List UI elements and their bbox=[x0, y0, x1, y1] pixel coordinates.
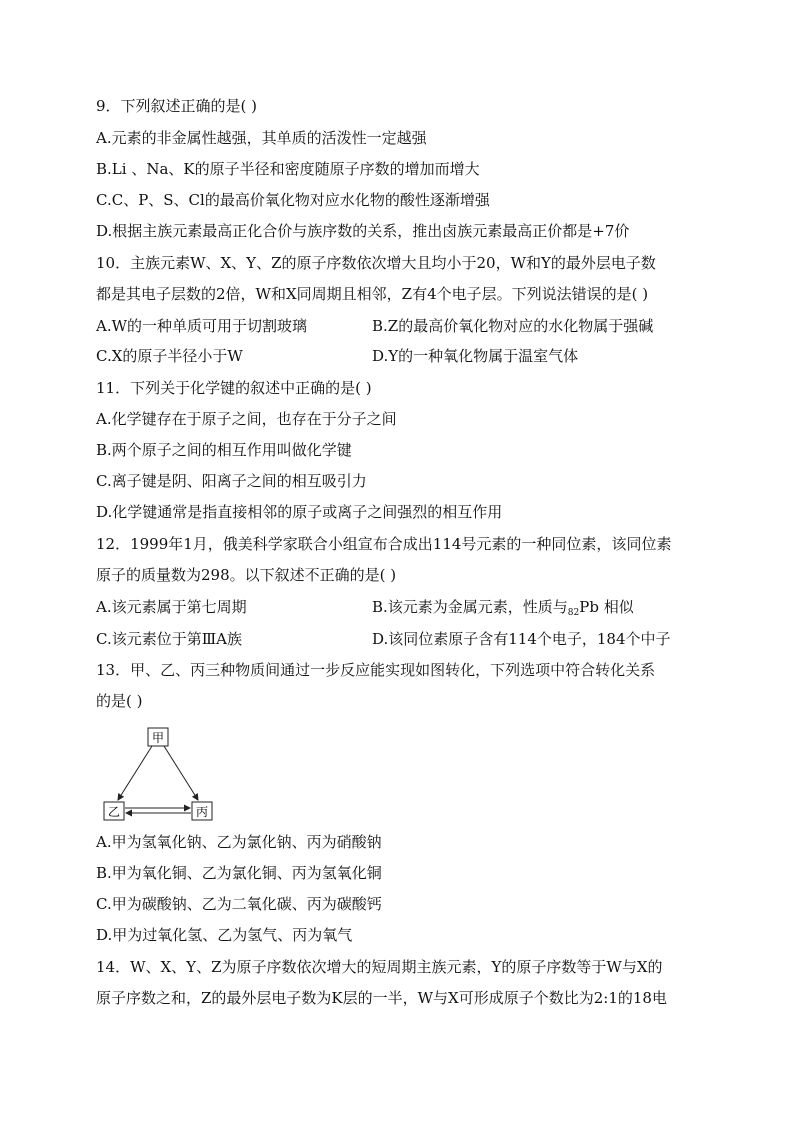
arrow-jia-to-bing bbox=[164, 746, 198, 800]
q10-option-a: A.W的一种单质可用于切割玻璃 bbox=[96, 317, 308, 335]
q12-stem-line1: 12．1999年1月，俄美科学家联合小组宣布合成出114号元素的一种同位素，该同位素 bbox=[96, 535, 672, 553]
q13-option-b: B.甲为氧化铜、乙为氯化铜、丙为氢氧化铜 bbox=[96, 864, 382, 882]
node-jia-label: 甲 bbox=[151, 731, 165, 745]
q12-stem-line2: 原子的质量数为298。以下叙述不正确的是( ) bbox=[96, 566, 397, 584]
q13-option-d: D.甲为过氧化氢、乙为氢气、丙为氧气 bbox=[96, 926, 353, 944]
q10-option-c: C.X的原子半径小于W bbox=[96, 347, 243, 365]
q12-option-b-element: Pb 相似 bbox=[579, 598, 634, 616]
q11-option-d: D.化学键通常是指直接相邻的原子或离子之间强烈的相互作用 bbox=[96, 503, 503, 521]
q9-option-d: D.根据主族元素最高正化合价与族序数的关系，推出卤族元素最高正价都是+7价 bbox=[96, 222, 630, 240]
conversion-diagram bbox=[100, 724, 220, 824]
q11-option-a: A.化学键存在于原子之间，也存在于分子之间 bbox=[96, 410, 397, 428]
node-yi-label: 乙 bbox=[107, 805, 121, 819]
q12-option-c: C.该元素位于第ⅢA族 bbox=[96, 630, 243, 648]
q12-option-b-subscript: 82 bbox=[567, 608, 580, 618]
q12-option-d: D.该同位素原子含有114个电子，184个中子 bbox=[372, 630, 671, 648]
q9-option-c: C.C、P、S、Cl的最高价氧化物对应水化物的酸性逐渐增强 bbox=[96, 191, 490, 209]
q11-option-b: B.两个原子之间的相互作用叫做化学键 bbox=[96, 441, 352, 459]
q11-stem: 11．下列关于化学键的叙述中正确的是( ) bbox=[96, 379, 372, 397]
q10-option-b: B.Z的最高价氧化物对应的水化物属于强碱 bbox=[372, 317, 654, 335]
q13-stem-line1: 13．甲、乙、丙三种物质间通过一步反应能实现如图转化，下列选项中符合转化关系 bbox=[96, 661, 656, 679]
q10-stem-line1: 10．主族元素W、X、Y、Z的原子序数依次增大且均小于20，W和Y的最外层电子数 bbox=[96, 254, 656, 272]
q14-stem-line1: 14．W、X、Y、Z为原子序数依次增大的短周期主族元素，Y的原子序数等于W与X的 bbox=[96, 958, 663, 976]
q9-option-a: A.元素的非金属性越强，其单质的活泼性一定越强 bbox=[96, 129, 427, 147]
arrow-jia-to-yi bbox=[118, 746, 152, 800]
q13-stem-line2: 的是( ) bbox=[96, 692, 143, 710]
q12-option-b bbox=[372, 597, 634, 623]
q14-stem-line2: 原子序数之和，Z的最外层电子数为K层的一半，W与X可形成原子个数比为2:1的18电 bbox=[96, 989, 667, 1007]
q9-stem: 9．下列叙述正确的是( ) bbox=[96, 97, 258, 115]
q13-option-c: C.甲为碳酸钠、乙为二氧化碳、丙为碳酸钙 bbox=[96, 895, 382, 913]
q11-option-c: C.离子键是阴、阳离子之间的相互吸引力 bbox=[96, 472, 367, 490]
q12-option-b-text: B.该元素为金属元素，性质与 bbox=[372, 598, 568, 616]
q13-option-a: A.甲为氢氧化钠、乙为氯化钠、丙为硝酸钠 bbox=[96, 833, 382, 851]
q9-option-b: B.Li 、Na、K的原子半径和密度随原子序数的增加而增大 bbox=[96, 160, 480, 178]
q10-option-d: D.Y的一种氧化物属于温室气体 bbox=[372, 347, 579, 365]
q12-option-a: A.该元素属于第七周期 bbox=[96, 598, 247, 616]
node-bing-label: 丙 bbox=[195, 805, 209, 819]
q10-stem-line2: 都是其电子层数的2倍，W和X同周期且相邻，Z有4个电子层。下列说法错误的是( ) bbox=[96, 285, 649, 303]
